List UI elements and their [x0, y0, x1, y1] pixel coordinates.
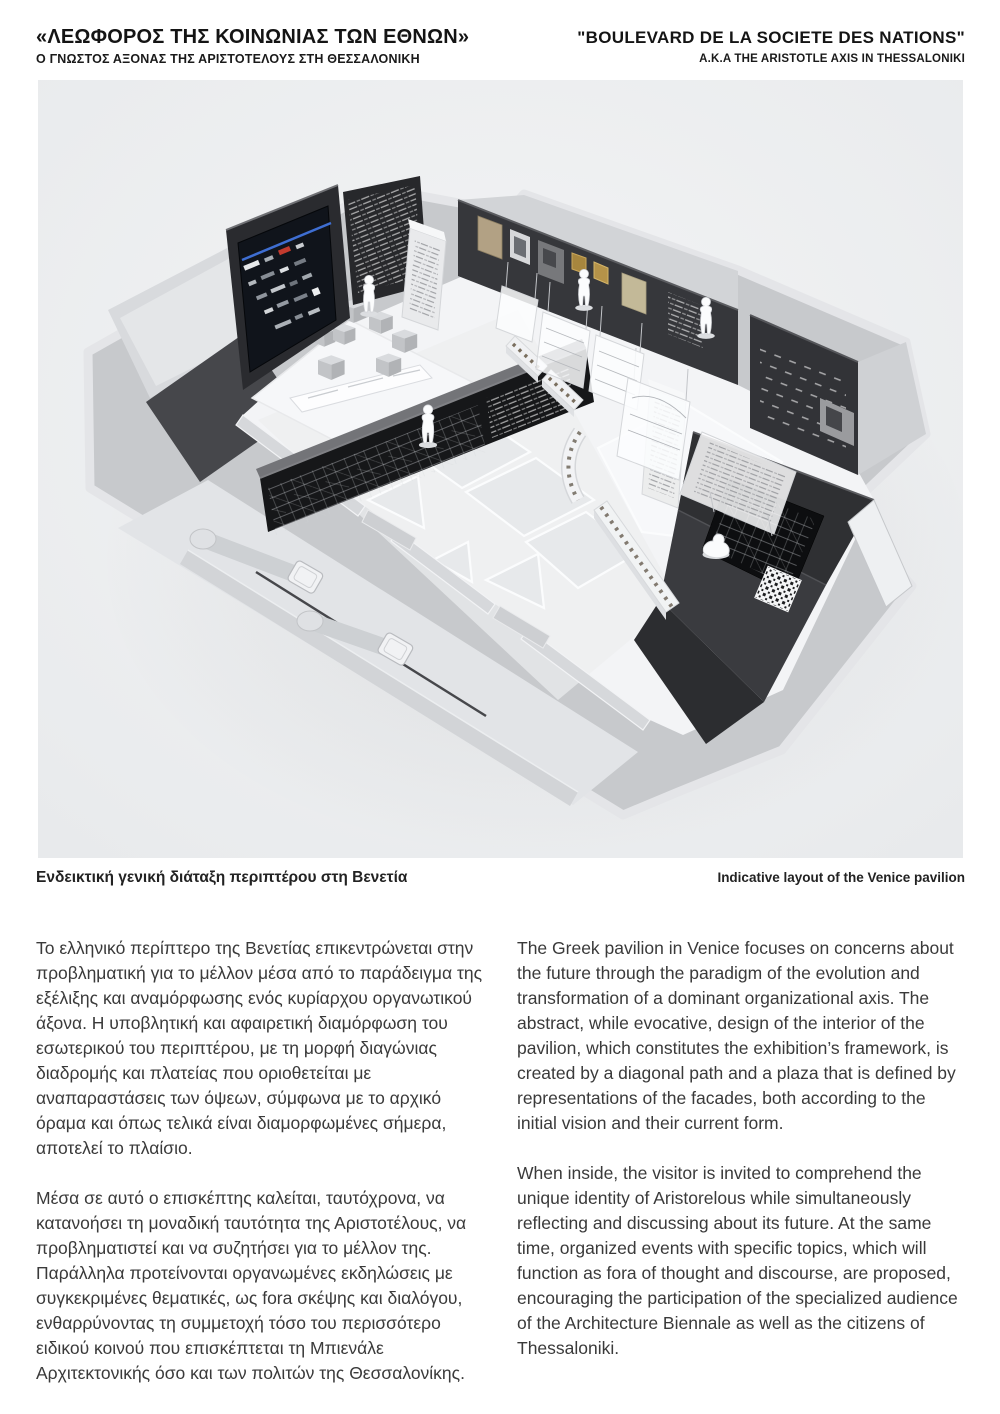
caption-greek: Ενδεικτική γενική διάταξη περιπτέρου στη Βενετία: [36, 869, 408, 886]
paragraph-greek-2: Μέσα σε αυτό ο επισκέπτης καλείται, ταυτόχρονα, να κατανοήσει τη μοναδική ταυτότητα της Αριστοτέλους, να προβληματιστεί και να συζητήσει για το μέλλον της. Παράλληλα προτείνονται οργανωμένες εκδηλώσεις με συγκεκριμένες θεματικές, ως fora σκέψης και διαλόγου, ενθαρρύνοντας τη συμμετοχή τόσο του περισσότερο ειδικού κοινού που επισκέπτεται τη Μπιενάλε Αρχιτεκτονικής όσο και των πολιτών της Θεσσαλονίκης.: [36, 1188, 467, 1383]
body-text: [36, 936, 966, 1411]
pavilion-render: [38, 80, 963, 858]
paragraph-english-2: When inside, the visitor is invited to comprehend the unique identity of Aristorelous while simultaneously reflecting and discussing about its future. At the same time, organized events with specific topics, which will function as fora of thought and discourse, are proposed, encouraging the participation of the specialized audience of the Architecture Biennale as well as the citizens of Thessaloniki.: [517, 1163, 958, 1358]
caption-english: Indicative layout of the Venice pavilion: [717, 870, 965, 885]
paragraph-english-1: The Greek pavilion in Venice focuses on concerns about the future through the paradigm of the evolution and transformation of a dominant organizational axis. The abstract, while evocative, design of the interior of the pavilion, which constitutes the exhibition’s framework, is created by a diagonal path and a plaza that is defined by representations of the facades, both according to the initial vision and their current form.: [517, 938, 956, 1133]
page-subtitle-greek: Ο ΓΝΩΣΤΟΣ ΑΞΟΝΑΣ ΤΗΣ ΑΡΙΣΤΟΤΕΛΟΥΣ ΣΤΗ ΘΕΣΣΑΛΟΝΙΚΗ: [36, 52, 420, 66]
page-title-greek: «ΛΕΩΦΟΡΟΣ ΤΗΣ ΚΟΙΝΩΝΙΑΣ ΤΩΝ ΕΘΝΩΝ»: [36, 26, 470, 48]
paragraph-greek-1: Το ελληνικό περίπτερο της Βενετίας επικεντρώνεται στην προβληματική για το μέλλον μέσα από το παράδειγμα της εξέλιξης και αναμόρφωσης ενός κυρίαρχου οργανωτικού άξονα. Η υποβλητική και αφαιρετική διαμόρφωση του εσωτερικού του περιπτέρου, με τη μορφή διαγώνιας διαδρομής και πλατείας που οριοθετείται με αναπαραστάσεις των όψεων, σύμφωνα με το αρχικό όραμα και όπως τελικά είναι διαμορφωμένες σήμερα, αποτελεί το πλαίσιο.: [36, 938, 483, 1158]
body-column-english: [517, 936, 966, 1411]
header-right: [577, 26, 965, 65]
page-title-english: "BOULEVARD DE LA SOCIETE DES NATIONS": [577, 28, 965, 47]
body-column-greek: [36, 936, 483, 1411]
header: [36, 26, 965, 66]
figure-captions: [36, 869, 965, 887]
header-left: [36, 26, 469, 66]
page-subtitle-english: A.K.A THE ARISTOTLE AXIS IN THESSALONIKI: [699, 53, 965, 65]
pavilion-render-figure: [38, 80, 963, 858]
